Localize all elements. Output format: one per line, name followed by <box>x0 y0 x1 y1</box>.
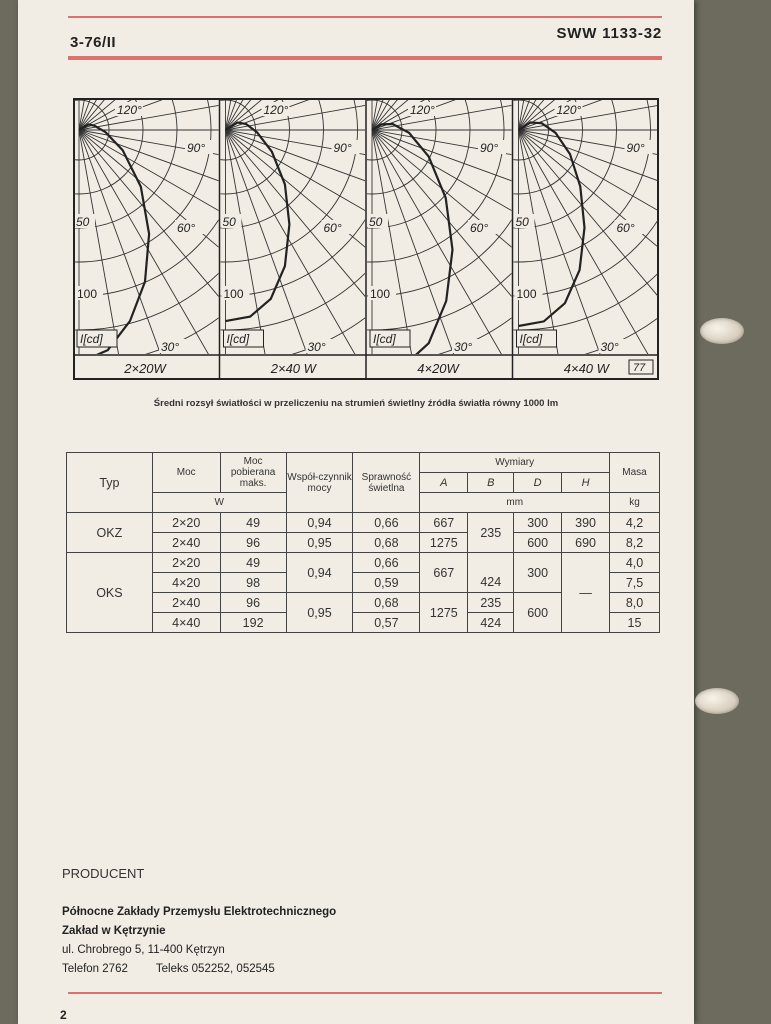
type-oks: OKS <box>67 553 153 633</box>
document-page <box>18 0 694 1024</box>
cell-masa: 7,5 <box>610 573 660 593</box>
angle-label-120: 120° <box>263 103 289 117</box>
cell-masa: 4,0 <box>610 553 660 573</box>
grid-spoke <box>519 130 660 189</box>
specification-table <box>66 452 660 633</box>
col-header-wspolczynnik: Współ-czynnik mocy <box>286 453 353 513</box>
cell-masa: 4,2 <box>610 513 660 533</box>
type-okz: OKZ <box>67 513 153 553</box>
grid-ring <box>73 98 460 364</box>
chart-caption: Średni rozsył światłości w przeliczeniu na strumień świetlny źródła światła równy 1000 lm <box>153 398 559 409</box>
cell-b: 424 <box>468 613 514 633</box>
cell-pob: 192 <box>220 613 286 633</box>
col-header-d: D <box>514 473 562 493</box>
unit-kg: kg <box>610 493 660 513</box>
grid-spoke <box>519 98 660 130</box>
col-header-typ: Typ <box>67 453 153 513</box>
cell-moc: 2×40 <box>152 593 220 613</box>
radial-label-50: 50 <box>222 215 236 229</box>
col-header-h: H <box>562 473 610 493</box>
angle-label-30: 30° <box>161 340 180 354</box>
col-header-b: B <box>468 473 514 493</box>
cell-a: 667 <box>420 513 468 533</box>
cell-moc: 2×20 <box>152 553 220 573</box>
page-number: 2 <box>60 1008 67 1022</box>
col-header-sprawnosc: Sprawność świetlna <box>353 453 420 513</box>
grid-ring <box>251 98 660 380</box>
unit-w: W <box>152 493 286 513</box>
angle-label-60: 60° <box>616 221 635 235</box>
cell-b-empty <box>468 553 514 573</box>
grid-ring <box>73 98 211 262</box>
light-distribution-charts <box>73 98 659 380</box>
cell-h: 690 <box>562 533 610 553</box>
radial-label-100: 100 <box>223 287 244 301</box>
col-header-a: A <box>420 473 468 493</box>
polar-grid <box>251 98 660 380</box>
grid-spoke <box>519 98 660 130</box>
radial-label-50: 50 <box>76 215 90 229</box>
angle-label-120: 120° <box>556 103 582 117</box>
panel-label: 2×20W <box>124 361 166 376</box>
cell-pob: 49 <box>220 553 286 573</box>
cell-spr: 0,57 <box>353 613 420 633</box>
unit-label: I[cd] <box>80 332 103 346</box>
header-rule <box>68 56 662 60</box>
cell-pob: 96 <box>220 533 286 553</box>
cell-d: 600 <box>514 533 562 553</box>
cell-wsp: 0,95 <box>286 593 353 633</box>
cell-a: 667 <box>420 553 468 593</box>
cell-spr: 0,68 <box>353 593 420 613</box>
cell-masa: 15 <box>610 613 660 633</box>
radial-label-100: 100 <box>516 287 537 301</box>
cell-pob: 96 <box>220 593 286 613</box>
unit-label: I[cd] <box>373 332 396 346</box>
cell-b: 235 <box>468 593 514 613</box>
cell-spr: 0,68 <box>353 533 420 553</box>
radial-label-50: 50 <box>369 215 383 229</box>
unit-label: I[cd] <box>519 332 543 346</box>
producer-telex: Teleks 052252, 052545 <box>155 963 275 975</box>
col-header-moc-pobierana: Moc pobierana maks. <box>220 453 286 493</box>
radial-label-100: 100 <box>77 287 98 301</box>
cell-wsp: 0,94 <box>286 553 353 593</box>
angle-label-90: 90° <box>480 141 499 155</box>
grid-spoke <box>519 98 660 130</box>
col-header-wymiary: Wymiary <box>420 453 610 473</box>
cell-b: 424 <box>468 573 514 593</box>
producer-heading: PRODUCENT <box>62 866 145 881</box>
cell-d: 300 <box>514 513 562 533</box>
producer-plant: Zakład w Kętrzynie <box>62 925 166 937</box>
radial-label-50: 50 <box>515 215 529 229</box>
col-header-masa: Masa <box>610 453 660 493</box>
polar-charts-svg <box>73 98 659 380</box>
cell-masa: 8,2 <box>610 533 660 553</box>
producer-name: Północne Zakłady Przemysłu Elektrotechnicznego <box>62 906 337 918</box>
cell-a: 1275 <box>420 593 468 633</box>
unit-label: I[cd] <box>226 332 250 346</box>
cell-spr: 0,59 <box>353 573 420 593</box>
cell-pob: 49 <box>220 513 286 533</box>
grid-spoke <box>519 98 660 130</box>
angle-label-90: 90° <box>626 141 645 155</box>
angle-label-120: 120° <box>410 103 435 117</box>
panel-label: 2×40 W <box>270 361 316 376</box>
cell-d: 300 <box>514 553 562 593</box>
angle-label-60: 60° <box>177 221 196 235</box>
cell-h: — <box>562 553 610 633</box>
polar-panel <box>251 98 660 380</box>
doc-code-left: 3-76/II <box>70 34 117 51</box>
angle-label-90: 90° <box>333 141 352 155</box>
cell-masa: 8,0 <box>610 593 660 613</box>
bottom-rule <box>68 992 662 994</box>
cell-moc: 4×20 <box>152 573 220 593</box>
angle-label-30: 30° <box>307 340 326 354</box>
producer-phone: Telefon 2762 <box>62 963 128 975</box>
cell-wsp: 0,95 <box>286 533 353 553</box>
cell-moc: 2×40 <box>152 533 220 553</box>
angle-label-60: 60° <box>470 221 489 235</box>
figure-number: 77 <box>633 362 646 374</box>
col-header-moc: Moc <box>152 453 220 493</box>
cell-spr: 0,66 <box>353 513 420 533</box>
angle-label-30: 30° <box>454 340 473 354</box>
grid-spoke <box>519 98 660 130</box>
cell-a: 1275 <box>420 533 468 553</box>
punch-hole <box>700 318 744 344</box>
cell-moc: 2×20 <box>152 513 220 533</box>
angle-label-120: 120° <box>117 103 142 117</box>
grid-ring <box>73 98 177 228</box>
cell-wsp: 0,94 <box>286 513 353 533</box>
grid-spoke <box>516 130 660 349</box>
cell-spr: 0,66 <box>353 553 420 573</box>
angle-label-60: 60° <box>323 221 342 235</box>
doc-code-right: SWW 1133-32 <box>556 25 662 42</box>
producer-address-block <box>62 903 336 979</box>
punch-hole <box>695 688 739 714</box>
panel-label: 4×20W <box>417 361 459 376</box>
top-rule <box>68 16 662 18</box>
cell-h: 390 <box>562 513 610 533</box>
unit-mm: mm <box>420 493 610 513</box>
cell-b: 235 <box>468 513 514 553</box>
radial-label-100: 100 <box>370 287 391 301</box>
grid-spoke <box>519 98 660 130</box>
cell-d: 600 <box>514 593 562 633</box>
cell-moc: 4×40 <box>152 613 220 633</box>
angle-label-90: 90° <box>187 141 206 155</box>
panel-label: 4×40 W <box>563 361 609 376</box>
angle-label-30: 30° <box>600 340 619 354</box>
producer-street: ul. Chrobrego 5, 11-400 Kętrzyn <box>62 944 225 956</box>
cell-pob: 98 <box>220 573 286 593</box>
